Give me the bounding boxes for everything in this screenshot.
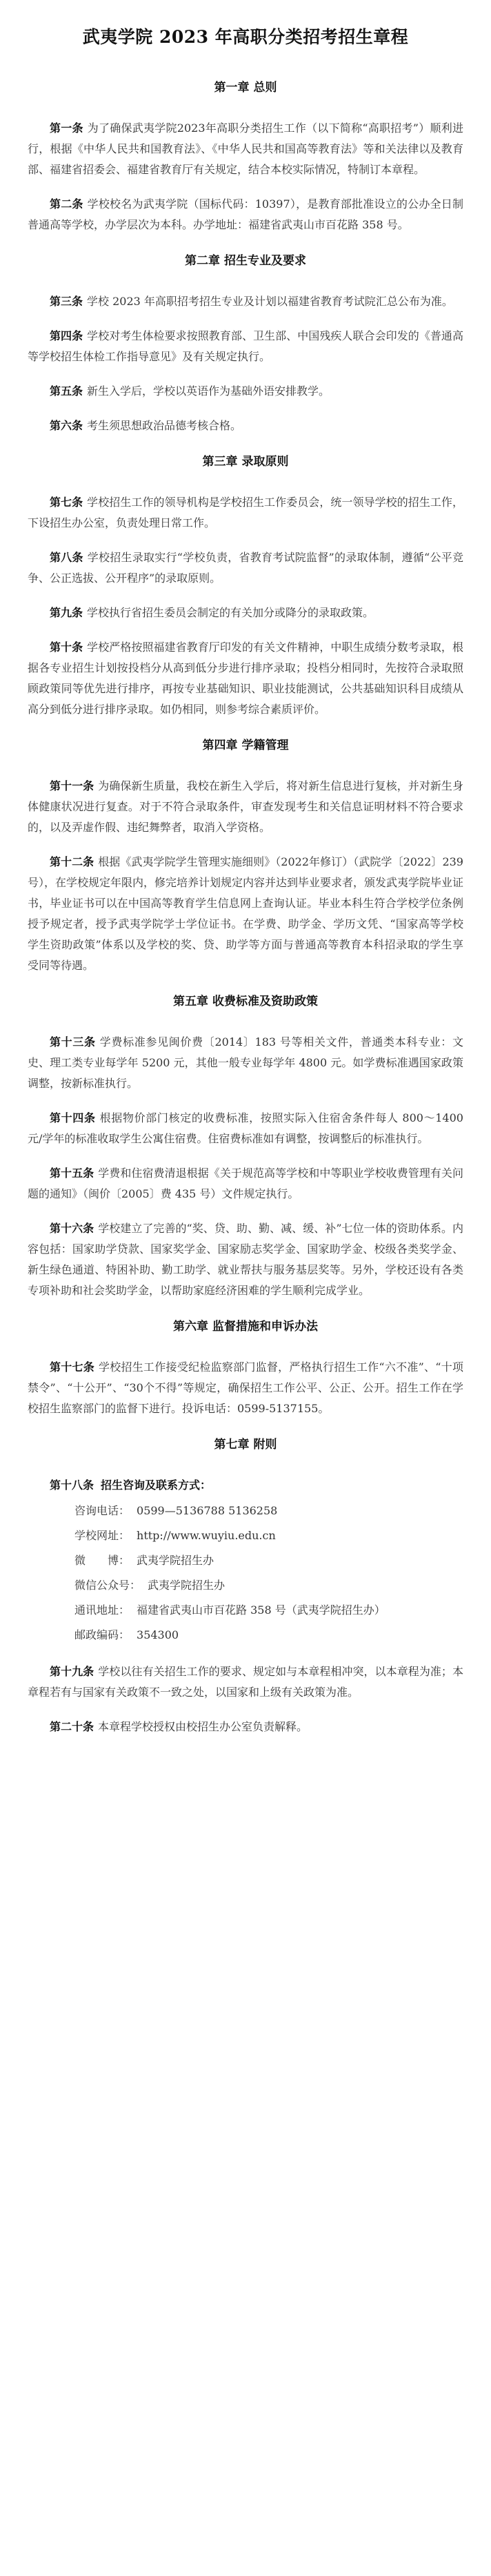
- chapter-7: [28, 1434, 463, 1737]
- chapter-title: 第五章 收费标准及资助政策: [173, 995, 318, 1008]
- article-text: 根据《武夷学院学生管理实施细则》（2022年修订）（武院学〔2022〕239 号），在学校规定年限内，修完培养计划规定内容并达到毕业要求者，颁发武夷学院毕业证书，毕业证书可以在中国高等教育学生信息网上查询认证。毕业本科生符合学校学位条例授予规定者，授予武夷学院学士学位证书。在学费、助学金、学历文凭、“国家高等学校学生资助政策”体系以及学校的奖、贷、助学等方面与普通高等教育本科招录取的学生享受同等待遇。: [28, 855, 464, 972]
- contact-value: 武夷学院招生办: [148, 1579, 226, 1592]
- article: [28, 118, 463, 180]
- contact-heading: [28, 1475, 463, 1496]
- article-text: 学校招生工作接受纪检监察部门监督，严格执行招生工作“六不准”、“十项禁令”、“十公开”、“30个不得”等规定，确保招生工作公平、公正、公开。招生工作在学校招生监察部门的监督下进行。投诉电话：0599-5137155。: [28, 1360, 463, 1415]
- contact-value: 福建省武夷山市百花路 358 号（武夷学院招生办）: [137, 1603, 385, 1617]
- contact-row: [28, 1573, 463, 1598]
- article-text: 本章程学校授权由校招生办公室负责解释。: [98, 1720, 308, 1733]
- article: [28, 1218, 463, 1301]
- article-text: 学校招生录取实行“学校负责，省教育考试院监督”的录取体制，遵循“公平竞争、公正选拔、公开程序”的录取原则。: [28, 551, 463, 585]
- article: [28, 1163, 463, 1204]
- article-label: 第十条: [50, 641, 83, 654]
- contact-value: 武夷学院招生办: [137, 1554, 214, 1567]
- chapter-3: [28, 451, 463, 720]
- article-text: 为确保新生质量，我校在新生入学后，将对新生信息进行复核，并对新生身体健康状况进行复查。对于不符合录取条件，审查发现考生和关信息证明材料不符合要求的，以及弄虚作假、违纪舞弊者，取消入学资格。: [28, 779, 463, 834]
- article: [28, 492, 463, 534]
- chapter-title: 第四章 学籍管理: [202, 739, 289, 752]
- article-label: 第十七条: [50, 1360, 95, 1374]
- article-text: 学校执行省招生委员会制定的有关加分或降分的录取政策。: [87, 606, 374, 619]
- article-text: 根据物价部门核定的收费标准，按照实际入住宿舍条件每人 800～1400 元/学年的标准收取学生公寓住宿费。住宿费标准如有调整，按调整后的标准执行。: [28, 1111, 463, 1145]
- chapter-title: 第六章 监督措施和申诉办法: [173, 1320, 318, 1334]
- article-text: 学校严格按照福建省教育厅印发的有关文件精神，中职生成绩分数考录取，根据各专业招生计划按投档分从高到低分步进行排序录取；投档分相同时，先按符合录取照顾政策同等优先进行排序，再按专业基础知识、职业技能测试，公共基础知识科目成绩从高分到低分进行排序录取。如仍相同，则参考综合素质评价。: [28, 641, 463, 716]
- article-label: 第四条: [50, 329, 83, 342]
- article: [28, 1032, 463, 1094]
- contact-section: [28, 1475, 463, 1648]
- contact-row: [28, 1598, 463, 1623]
- contact-row: [28, 1499, 463, 1523]
- chapter-title: 第一章 总则: [214, 81, 277, 95]
- article-label: 第八条: [50, 551, 83, 564]
- article-label: 第十一条: [50, 779, 94, 792]
- article-label: 第十三条: [50, 1035, 96, 1048]
- chapter-2: [28, 251, 463, 436]
- chapter-1: [28, 77, 463, 235]
- article-label: 第九条: [50, 606, 83, 619]
- article: [28, 1357, 463, 1419]
- article-text: 考生须思想政治品德考核合格。: [87, 419, 242, 432]
- article-label: 第二条: [50, 197, 83, 211]
- contact-value[interactable]: http://www.wuyiu.edu.cn: [137, 1529, 276, 1542]
- article-label: 第十四条: [50, 1111, 96, 1124]
- article-label: 第二十条: [50, 1720, 94, 1733]
- contact-key: 邮政编码：: [74, 1628, 130, 1641]
- article-label: 第一条: [50, 121, 83, 135]
- article-label: 第五条: [50, 384, 83, 398]
- article: [28, 1108, 463, 1149]
- article-text: 学校 2023 年高职招考招生专业及计划以福建省教育考试院汇总公布为准。: [87, 295, 453, 308]
- article-text: 学费标准参见闽价费〔2014〕183 号等相关文件，普通类本科专业：文史、理工类专业每学年 5200 元，其他一般专业每学年 4800 元。如学费标准遇国家政策调整，按新标准执行。: [28, 1035, 463, 1090]
- article-text: 新生入学后，学校以英语作为基础外语安排教学。: [87, 384, 330, 398]
- article: [28, 416, 463, 436]
- contact-value: 0599—5136788 5136258: [137, 1504, 278, 1517]
- contact-row: [28, 1548, 463, 1573]
- chapter-6: [28, 1316, 463, 1419]
- article: [28, 547, 463, 589]
- article-text: 为了确保武夷学院2023年高职分类招生工作（以下简称“高职招考”）顺利进行，根据《中华人民共和国教育法》、《中华人民共和国高等教育法》等和关法律以及教育部、福建省招委会、福建省教育厅有关规定，结合本校实际情况，特制订本章程。: [28, 121, 463, 176]
- article: [28, 603, 463, 623]
- contact-row: [28, 1623, 463, 1648]
- article-label: 第三条: [50, 295, 83, 308]
- article: [28, 291, 463, 312]
- article-text: 学校对考生体检要求按照教育部、卫生部、中国残疾人联合会印发的《普通高等学校招生体检工作指导意见》及有关规定执行。: [28, 329, 463, 363]
- chapter-title: 第七章 附则: [214, 1438, 277, 1452]
- chapter-title: 第三章 录取原则: [202, 455, 289, 469]
- article: [28, 381, 463, 402]
- chapter-title: 第二章 招生专业及要求: [185, 254, 306, 268]
- article: [28, 1661, 463, 1703]
- tail-articles: [28, 1661, 463, 1737]
- article-label: 第十五条: [50, 1167, 94, 1180]
- article: [28, 326, 463, 367]
- document-title: 武夷学院 2023 年高职分类招考招生章程: [82, 27, 409, 47]
- article-text: 学校以往有关招生工作的要求、规定如与本章程相冲突，以本章程为准；本章程若有与国家有关政策不一致之处，以国家和上级有关政策为准。: [28, 1665, 463, 1699]
- contact-key: 微 博：: [74, 1554, 130, 1567]
- article-label: 第十二条: [50, 855, 94, 868]
- chapter-5: [28, 991, 463, 1301]
- chapter-4: [28, 735, 463, 976]
- article-text: 学校招生工作的领导机构是学校招生工作委员会，统一领导学校的招生工作，下设招生办公室，负责处理日常工作。: [28, 496, 463, 529]
- article: [28, 852, 463, 976]
- contact-key: 学校网址：: [74, 1529, 130, 1542]
- contact-key: 微信公众号：: [74, 1579, 141, 1592]
- article: [28, 1717, 463, 1737]
- contact-key: 通讯地址：: [74, 1603, 130, 1617]
- article-label: 第十六条: [50, 1222, 94, 1235]
- contact-row: [28, 1523, 463, 1548]
- contact-value: 354300: [137, 1628, 179, 1641]
- contact-key: 咨询电话：: [74, 1504, 130, 1517]
- article-text: 学校建立了完善的“奖、贷、助、勤、减、缓、补”七位一体的资助体系。内容包括：国家助学贷款、国家奖学金、国家励志奖学金、国家助学金、校级各类奖学金、新生绿色通道、特困补助、勤工助学、就业帮扶与服务基层奖等。另外，学校还设有各类专项补助和社会奖助学金，以帮助家庭经济困难的学生顺利完成学业。: [28, 1222, 463, 1297]
- article-text: 学费和住宿费清退根据《关于规范高等学校和中等职业学校收费管理有关问题的通知》（闽价〔2005〕费 435 号）文件规定执行。: [28, 1167, 463, 1200]
- article-label: 第六条: [50, 419, 83, 432]
- article: [28, 637, 463, 720]
- chapters-container: [28, 77, 463, 1419]
- article: [28, 194, 463, 235]
- article-label: 第七条: [50, 496, 83, 509]
- article: [28, 776, 463, 838]
- article-label: 第十九条: [50, 1665, 94, 1678]
- contact-rows: [28, 1499, 463, 1648]
- article-label: 第十八条: [50, 1479, 94, 1492]
- article-text: 学校校名为武夷学院（国标代码：10397），是教育部批准设立的公办全日制普通高等学校，办学层次为本科。办学地址：福建省武夷山市百花路 358 号。: [28, 197, 463, 231]
- contact-title: 招生咨询及联系方式：: [101, 1479, 212, 1492]
